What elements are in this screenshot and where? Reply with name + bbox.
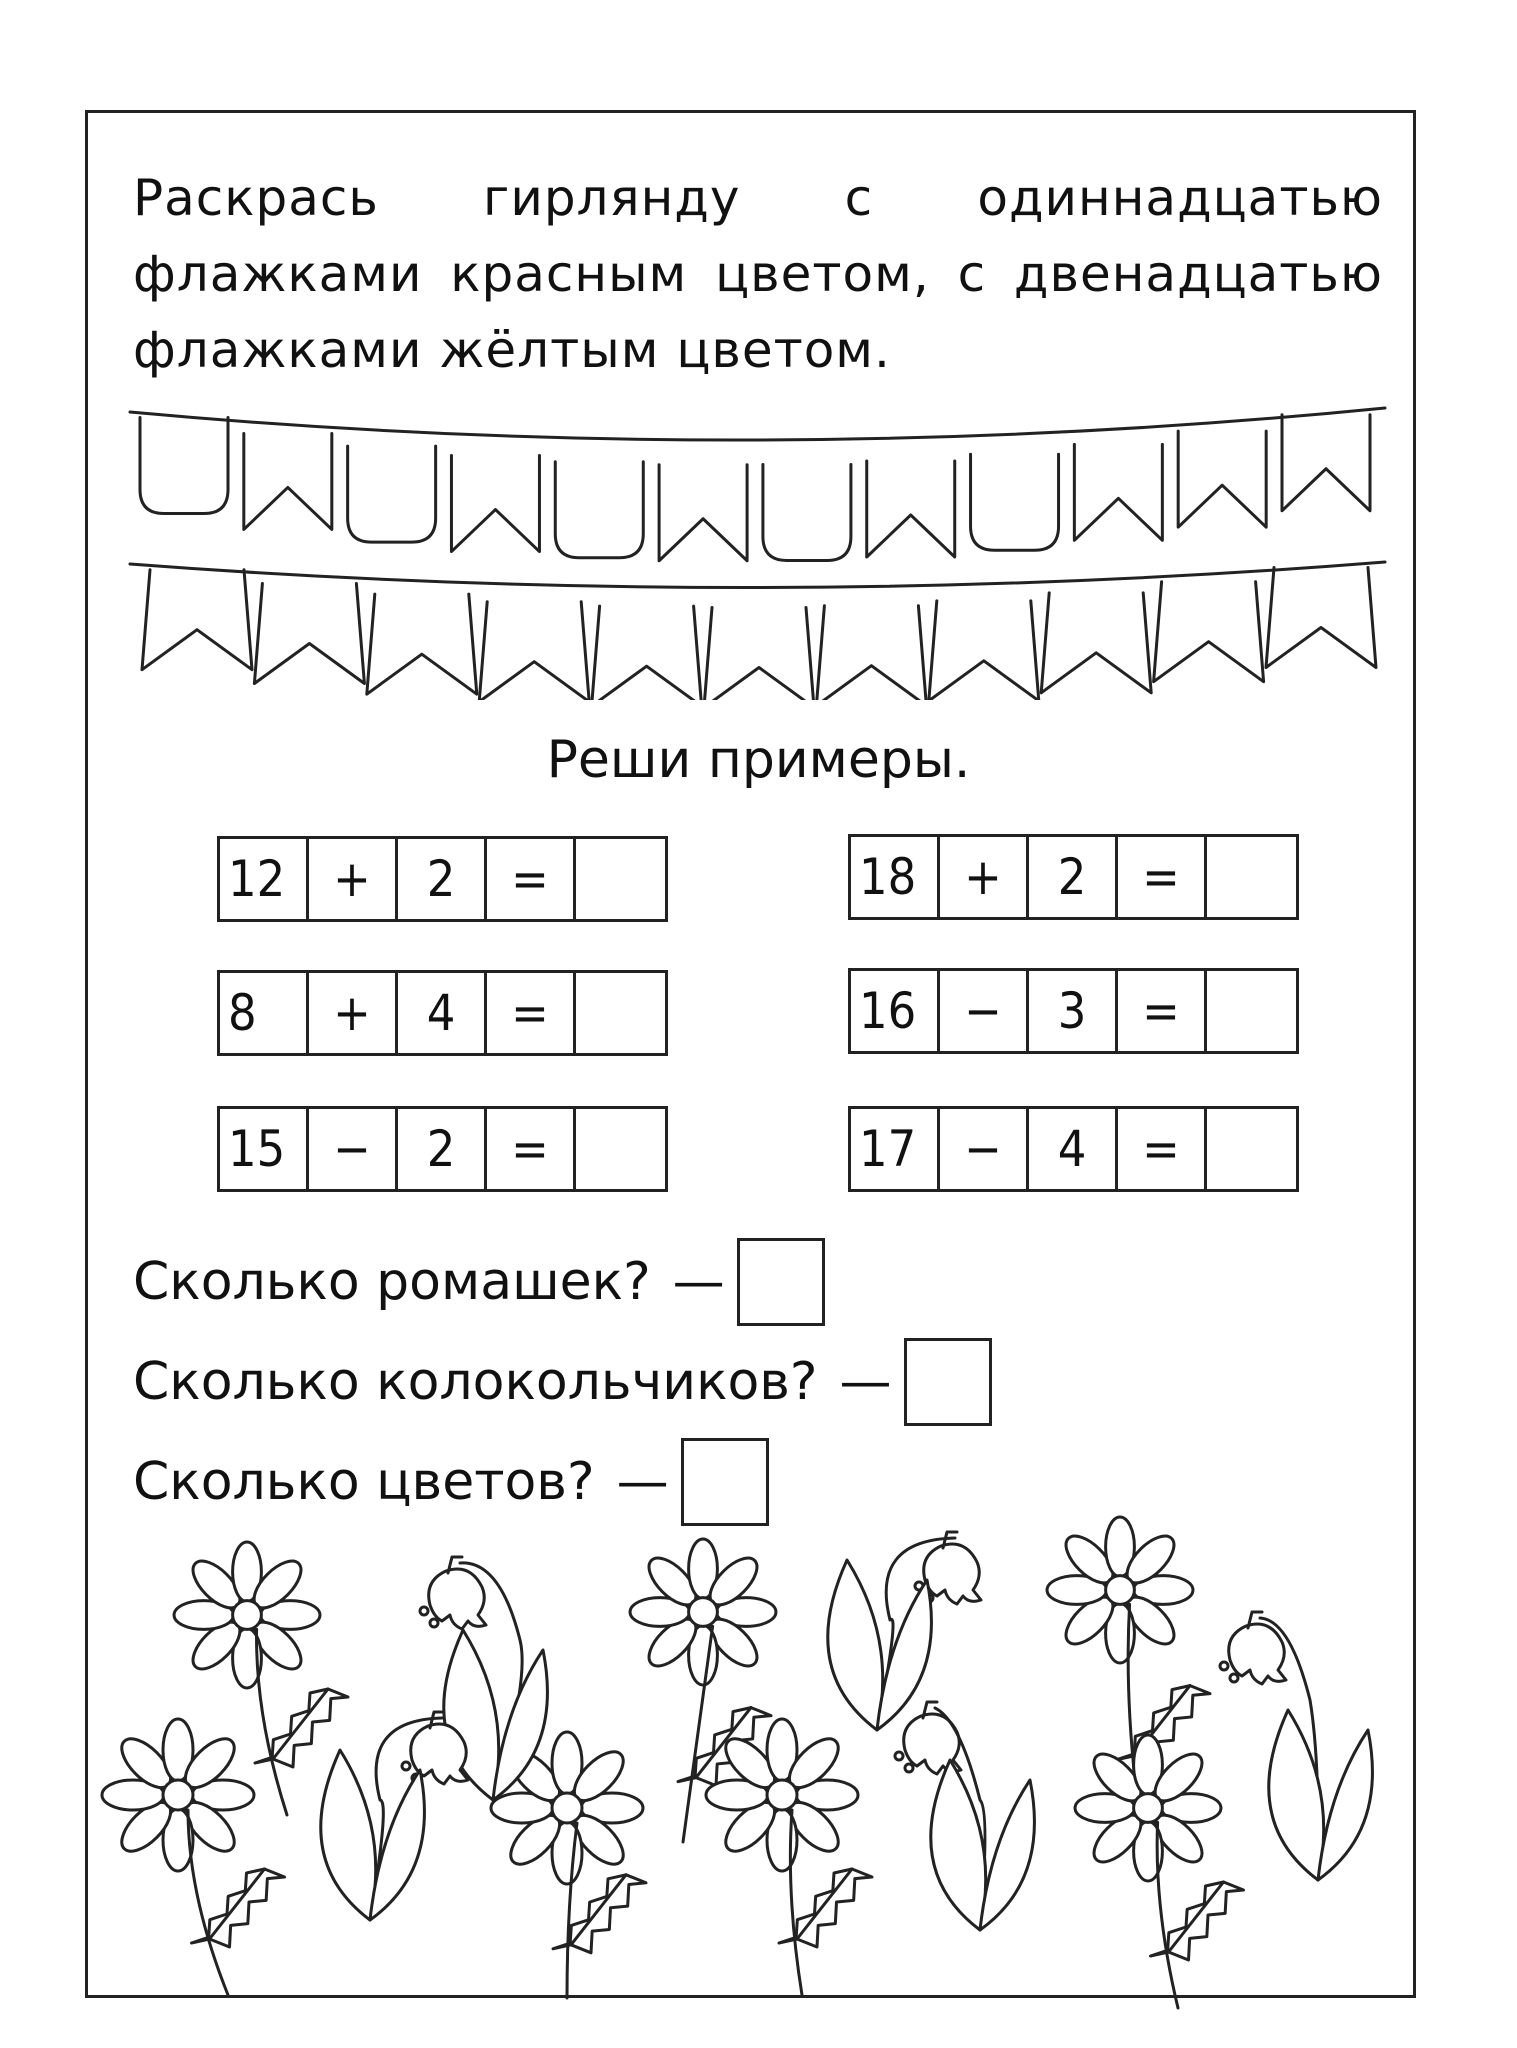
instruction-line-3: флажками жёлтым цветом.	[133, 321, 891, 379]
example-operator: +	[309, 839, 398, 919]
example-operand-b: 2	[398, 1109, 487, 1189]
example-operator: −	[309, 1109, 398, 1189]
example-operand-a: 15	[220, 1109, 309, 1189]
example-equals: =	[487, 1109, 576, 1189]
example-operand-a: 17	[851, 1109, 940, 1189]
example-operator: +	[309, 973, 398, 1053]
examples-title: Реши примеры.	[546, 730, 971, 790]
instruction-line-2: флажками красным цветом, с двенадцатью	[133, 245, 1383, 303]
example-equals: =	[1118, 837, 1207, 917]
question-dash: —	[672, 1252, 725, 1312]
question-text: Сколько ромашек?	[133, 1252, 651, 1312]
bell-icon[interactable]	[1220, 1612, 1372, 1880]
question-dash: —	[839, 1352, 892, 1412]
example-operand-b: 4	[1029, 1109, 1118, 1189]
bell-icon[interactable]	[321, 1712, 468, 1920]
example-operand-b: 3	[1029, 971, 1118, 1051]
instruction-line-1: Раскрась гирлянду с одиннадцатью	[133, 169, 1383, 227]
example-equals: =	[1118, 1109, 1207, 1189]
bell-icon[interactable]	[828, 1532, 981, 1730]
example-operator: +	[940, 837, 1029, 917]
bell-icon[interactable]	[895, 1702, 1034, 1930]
example-operand-b: 4	[398, 973, 487, 1053]
daisy-icon[interactable]	[102, 1719, 285, 1995]
example-operand-a: 12	[220, 839, 309, 919]
example-equals: =	[1118, 971, 1207, 1051]
question-text: Сколько цветов?	[133, 1452, 595, 1512]
example-operator: −	[940, 1109, 1029, 1189]
example-operand-a: 8	[220, 973, 309, 1053]
example-operand-a: 16	[851, 971, 940, 1051]
example-operand-a: 18	[851, 837, 940, 917]
question-dash: —	[616, 1452, 669, 1512]
example-operator: −	[940, 971, 1029, 1051]
daisy-icon[interactable]	[1075, 1735, 1243, 2008]
example-operand-b: 2	[398, 839, 487, 919]
example-equals: =	[487, 839, 576, 919]
daisy-icon[interactable]	[706, 1719, 872, 1995]
example-equals: =	[487, 973, 576, 1053]
example-operand-b: 2	[1029, 837, 1118, 917]
question-text: Сколько колокольчиков?	[133, 1352, 818, 1412]
